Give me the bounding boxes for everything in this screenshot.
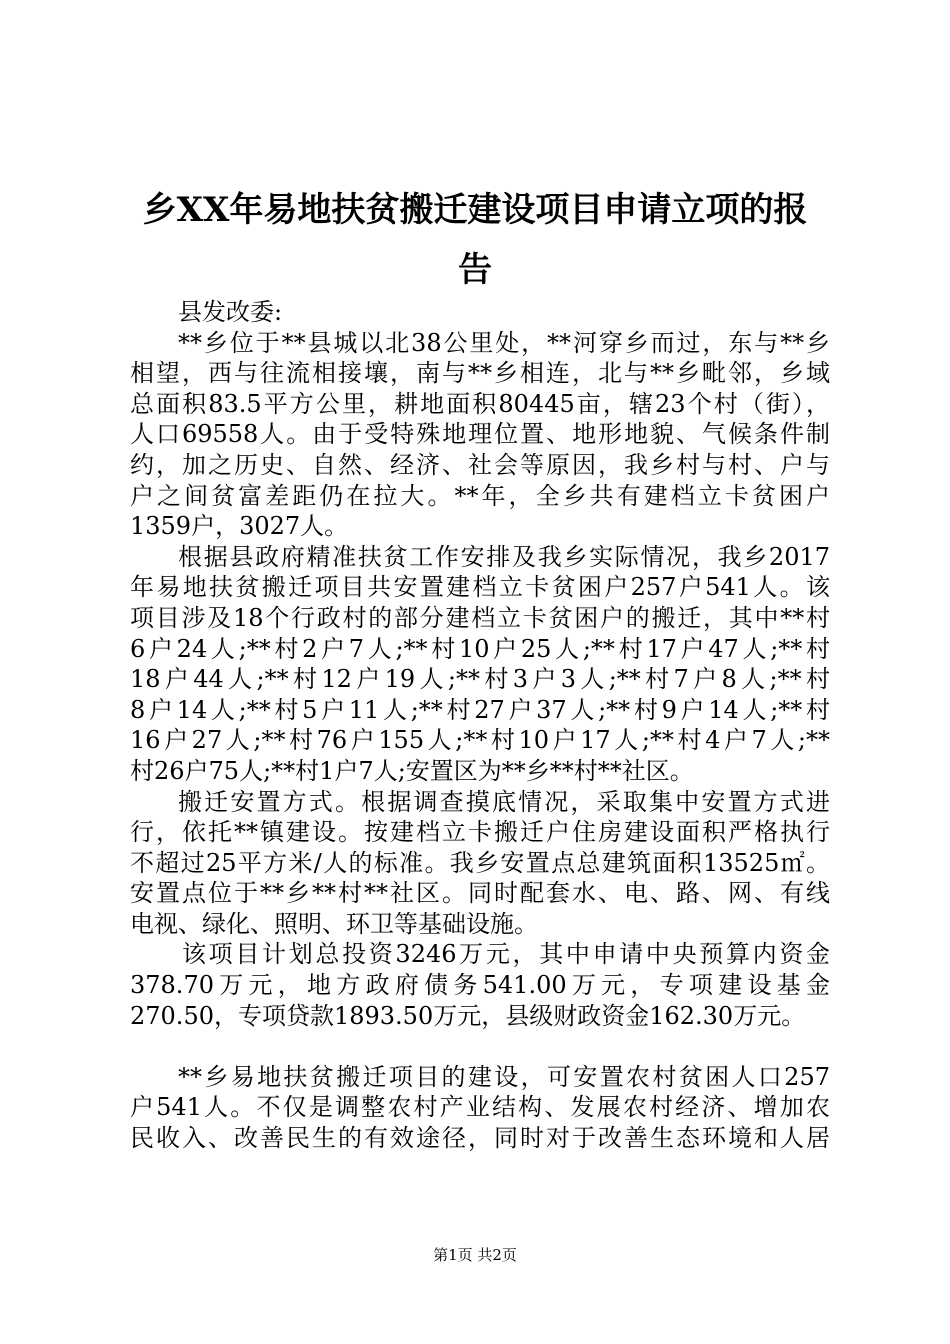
paragraph-3-line: 搬迁安置方式。根据调查摸底情况，采取集中安置方式进 (178, 787, 830, 816)
document-title-line-2: 告 (458, 250, 492, 290)
paragraph-1-line: 相望，西与往流相接壤，南与**乡相连，北与**乡毗邻，乡域 (130, 359, 830, 388)
paragraph-2-line: 根据县政府精准扶贫工作安排及我乡实际情况，我乡2017 (178, 542, 830, 571)
paragraph-2-line: 6户24人;**村2户7人;**村10户25人;**村17户47人;**村 (130, 634, 830, 663)
paragraph-2-line: 16户27人;**村76户155人;**村10户17人;**村4户7人;** (130, 726, 830, 755)
paragraph-1-line: **乡位于**县城以北38公里处，**河穿乡而过，东与**乡 (178, 328, 830, 357)
paragraph-2-line: 8户14人;**村5户11人;**村27户37人;**村9户14人;**村 (130, 695, 830, 724)
paragraph-4-line: 378.70万元，地方政府债务541.00万元，专项建设基金 (130, 971, 830, 1000)
document-title-line-1: 乡XX年易地扶贫搬迁建设项目申请立项的报 (142, 190, 808, 230)
paragraph-1-line: 人口69558人。由于受特殊地理位置、地形地貌、气候条件制 (130, 420, 830, 449)
paragraph-1-line: 约，加之历史、自然、经济、社会等原因，我乡村与村、户与 (130, 450, 830, 479)
document-body (130, 297, 830, 1154)
paragraph-5-line: 户541人。不仅是调整农村产业结构、发展农村经济、增加农 (130, 1093, 830, 1122)
paragraph-5-line: **乡易地扶贫搬迁项目的建设，可安置农村贫困人口257 (178, 1062, 830, 1091)
paragraph-2-line: 18户44人;**村12户19人;**村3户3人;**村7户8人;**村 (130, 665, 830, 694)
paragraph-4-line: 该项目计划总投资3246万元，其中申请中央预算内资金 (182, 940, 830, 969)
salutation: 县发改委: (178, 298, 283, 326)
paragraph-1-line: 户之间贫富差距仍在拉大。**年，全乡共有建档立卡贫困户 (130, 481, 830, 510)
paragraph-2-line: 年易地扶贫搬迁项目共安置建档立卡贫困户257户541人。该 (130, 573, 830, 602)
paragraph-3-line: 电视、绿化、照明、环卫等基础设施。 (130, 909, 538, 938)
paragraph-2-line: 村26户75人;**村1户7人;安置区为**乡**村**社区。 (130, 756, 694, 785)
paragraph-1-line: 1359户，3027人。 (130, 512, 349, 541)
paragraph-5-line: 民收入、改善民生的有效途径，同时对于改善生态环境和人居 (130, 1124, 830, 1153)
paragraph-2-line: 项目涉及18个行政村的部分建档立卡贫困户的搬迁，其中**村 (130, 603, 830, 632)
paragraph-gap (130, 1031, 830, 1062)
paragraph-3-line: 不超过25平方米/人的标准。我乡安置点总建筑面积13525㎡。 (130, 848, 830, 877)
paragraph-3-line: 行，依托**镇建设。按建档立卡搬迁户住房建设面积严格执行 (130, 818, 830, 847)
paragraph-1-line: 总面积83.5平方公里，耕地面积80445亩，辖23个村（街）， (130, 389, 830, 418)
paragraph-4-line: 270.50，专项贷款1893.50万元，县级财政资金162.30万元。 (130, 1001, 806, 1030)
paragraph-3-line: 安置点位于**乡**村**社区。同时配套水、电、路、网、有线 (130, 879, 830, 908)
page-footer: 第1页 共2页 (433, 1246, 517, 1264)
